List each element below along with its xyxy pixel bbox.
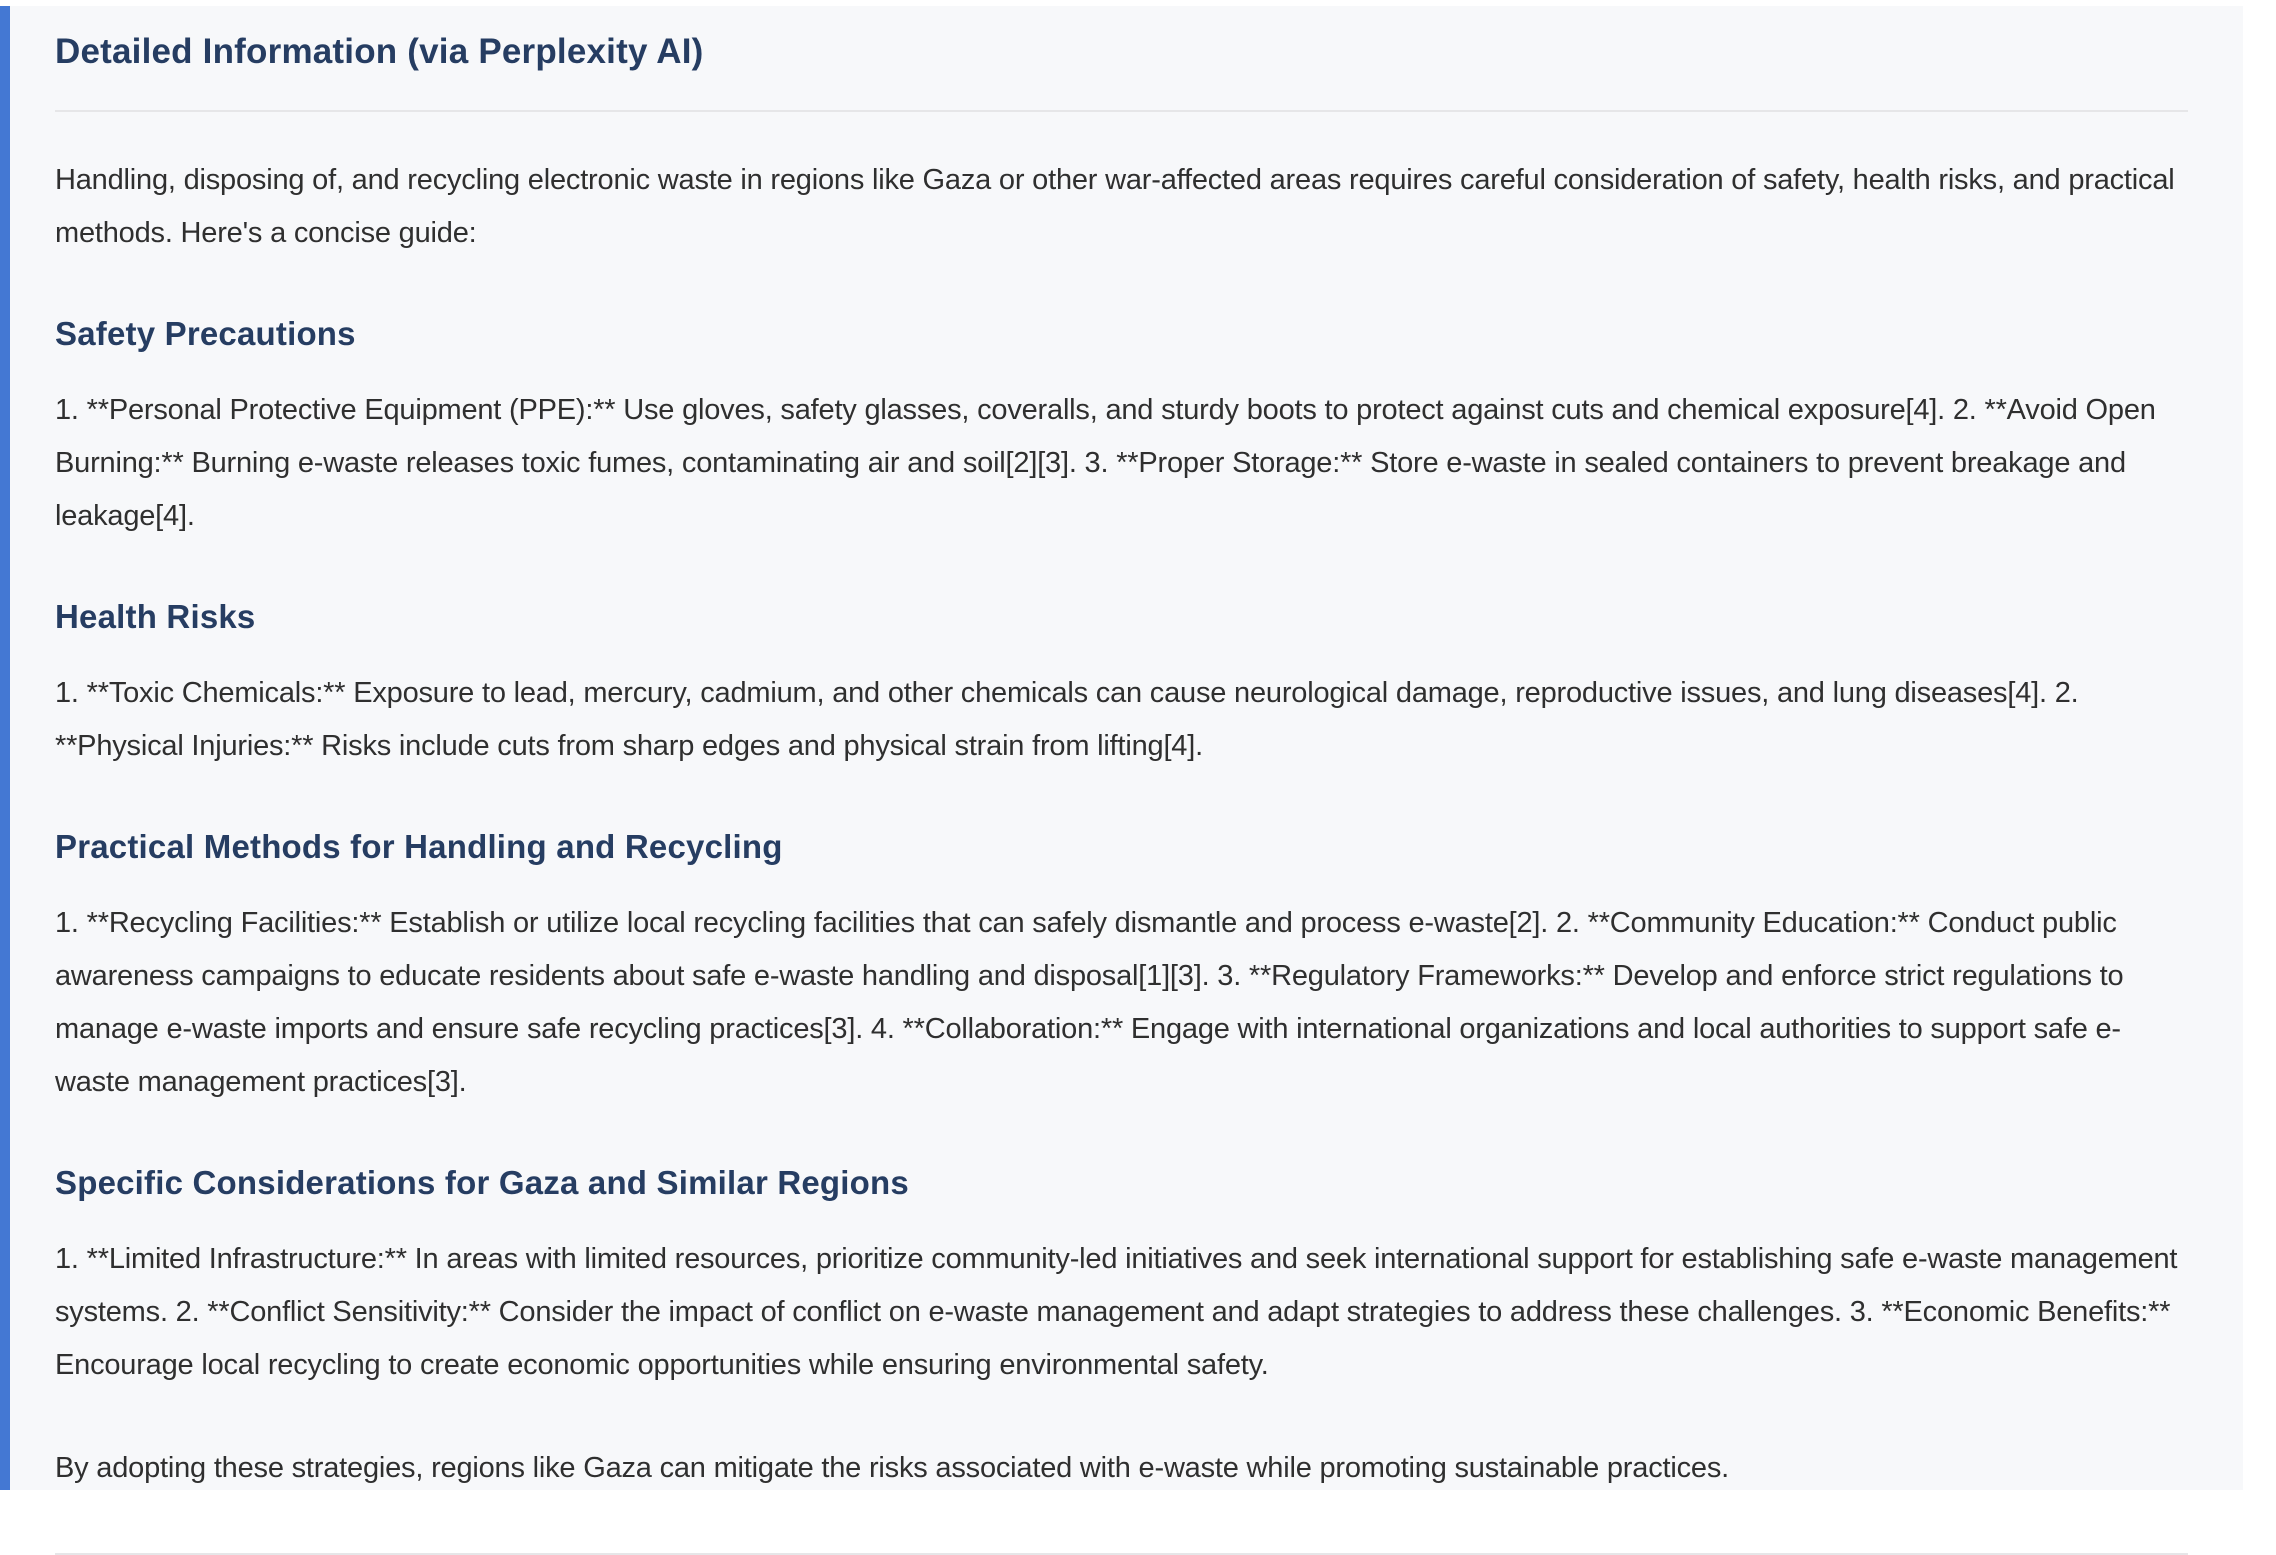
section-heading-specific-considerations: Specific Considerations for Gaza and Similar Regions	[55, 1164, 909, 1201]
title-divider	[55, 110, 2188, 112]
panel-content	[10, 6, 2243, 1555]
section-body-practical-methods: 1. **Recycling Facilities:** Establish or utilize local recycling facilities that can safely dismantle and process e-waste[2]. 2. **Community Education:** Conduct public awareness campaigns to educate residents about safe e-waste handling and disposal[1][3]. 3. **Regulatory Frameworks:** Develop and enforce strict regulations to manage e-waste imports and ensure safe recycling practices[3]. 4. **Collaboration:** Engage with international organizations and local authorities to support safe e-waste management practices[3].	[55, 907, 2124, 1098]
section-body-safety-precautions: 1. **Personal Protective Equipment (PPE):** Use gloves, safety glasses, coveralls, and sturdy boots to protect against cuts and chemical exposure[4]. 2. **Avoid Open Burning:** Burning e-waste releases toxic fumes, contaminating air and soil[2][3]. 3. **Proper Storage:** Store e-waste in sealed containers to prevent breakage and leakage[4].	[55, 394, 2156, 532]
page-title: Detailed Information (via Perplexity AI)	[55, 32, 704, 71]
section-heading-safety-precautions: Safety Precautions	[55, 315, 356, 352]
closing-paragraph: By adopting these strategies, regions like Gaza can mitigate the risks associated with e-waste while promoting sustainable practices.	[55, 1452, 1729, 1484]
section-heading-health-risks: Health Risks	[55, 598, 256, 635]
section-heading-practical-methods: Practical Methods for Handling and Recycling	[55, 828, 783, 865]
detailed-information-panel	[0, 6, 2243, 1490]
intro-paragraph: Handling, disposing of, and recycling electronic waste in regions like Gaza or other war-affected areas requires careful consideration of safety, health risks, and practical methods. Here's a concise guide:	[55, 164, 2175, 249]
section-body-health-risks: 1. **Toxic Chemicals:** Exposure to lead, mercury, cadmium, and other chemicals can cause neurological damage, reproductive issues, and lung diseases[4]. 2. **Physical Injuries:** Risks include cuts from sharp edges and physical strain from lifting[4].	[55, 677, 2079, 762]
section-body-specific-considerations: 1. **Limited Infrastructure:** In areas with limited resources, prioritize community-led initiatives and seek international support for establishing safe e-waste management systems. 2. **Conflict Sensitivity:** Consider the impact of conflict on e-waste management and adapt strategies to address these challenges. 3. **Economic Benefits:** Encourage local recycling to create economic opportunities while ensuring environmental safety.	[55, 1243, 2178, 1381]
